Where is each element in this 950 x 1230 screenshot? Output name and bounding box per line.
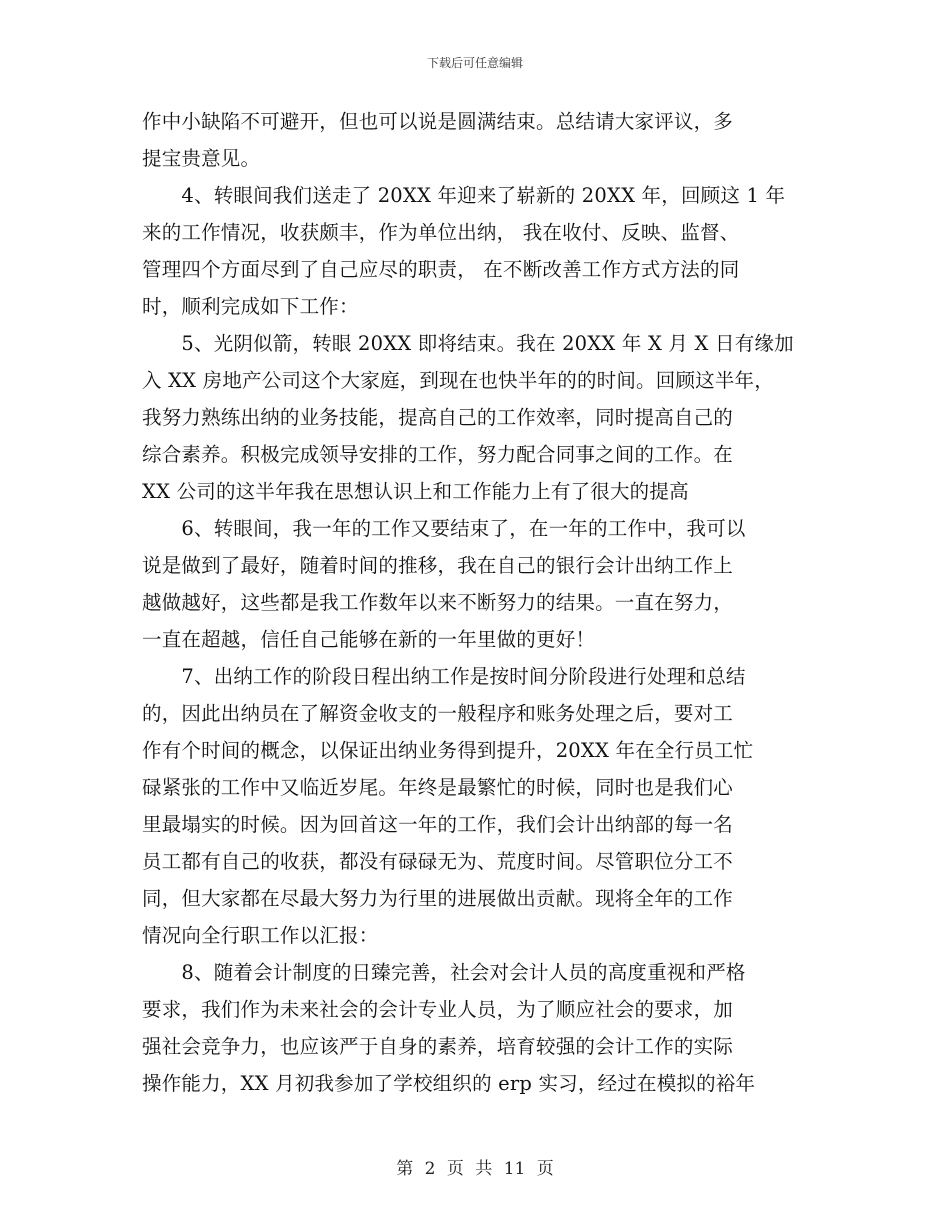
text-line: 说是做到了最好，随着时间的推移，我在自己的银行会计出纳工作上	[142, 554, 734, 577]
text-line: 情况向全行职工作以汇报：	[142, 924, 379, 947]
text-line: 6、转眼间，我一年的工作又要结束了，在一年的工作中，我可以	[142, 517, 746, 540]
text-line: 7、出纳工作的阶段日程出纳工作是按时间分阶段进行处理和总结	[142, 665, 746, 688]
page-number: 第 2 页 共 11 页	[396, 1159, 554, 1179]
text-line: 8、随着会计制度的日臻完善，社会对会计人员的高度重视和严格	[142, 961, 746, 984]
text-line: 作中小缺陷不可避开，但也可以说是圆满结束。总结请大家评议，多	[142, 110, 734, 133]
text-line: 5、光阴似箭，转眼 20XX 即将结束。我在 20XX 年 X 月 X 日有缘加	[142, 332, 794, 355]
text-line: 碌紧张的工作中又临近岁尾。年终是最繁忙的时候，同时也是我们心	[142, 776, 734, 799]
text-line: 入 XX 房地产公司这个大家庭，到现在也快半年的的时间。回顾这半年，	[142, 369, 774, 392]
text-line: 提宝贵意见。	[142, 147, 261, 170]
text-line: 的，因此出纳员在了解资金收支的一般程序和账务处理之后，要对工	[142, 702, 734, 725]
text-line: 管理四个方面尽到了自己应尽的职责， 在不断改善工作方式方法的同	[142, 258, 740, 281]
text-line: 作有个时间的概念，以保证出纳业务得到提升，20XX 年在全行员工忙	[142, 739, 754, 762]
text-line: 强社会竞争力，也应该严于自身的素养，培育较强的会计工作的实际	[142, 1035, 734, 1058]
text-line: 越做越好，这些都是我工作数年以来不断努力的结果。一直在努力，	[142, 591, 734, 614]
text-line: 我努力熟练出纳的业务技能，提高自己的工作效率，同时提高自己的	[142, 406, 734, 429]
text-line: 时，顺利完成如下工作：	[142, 295, 359, 318]
text-line: 同，但大家都在尽最大努力为行里的进展做出贡献。现将全年的工作	[142, 887, 734, 910]
text-line: 要求，我们作为未来社会的会计专业人员，为了顺应社会的要求，加	[142, 998, 734, 1021]
text-line: XX 公司的这半年我在思想认识上和工作能力上有了很大的提高	[142, 480, 689, 503]
text-line: 一直在超越，信任自己能够在新的一年里做的更好！	[142, 628, 596, 651]
text-line: 综合素养。积极完成领导安排的工作，努力配合同事之间的工作。在	[142, 443, 734, 466]
page-header: 下载后可任意编辑	[426, 56, 523, 70]
text-line: 操作能力，XX 月初我参加了学校组织的 erp 实习，经过在模拟的裕年	[142, 1072, 756, 1095]
text-line: 来的工作情况，收获颇丰，作为单位出纳， 我在收付、反映、监督、	[142, 221, 740, 244]
text-line: 员工都有自己的收获，都没有碌碌无为、荒度时间。尽管职位分工不	[142, 850, 734, 873]
text-line: 里最塌实的时候。因为回首这一年的工作，我们会计出纳部的每一名	[142, 813, 734, 836]
body-text	[142, 103, 822, 1102]
text-line: 4、转眼间我们送走了 20XX 年迎来了崭新的 20XX 年，回顾这 1 年	[142, 184, 786, 207]
